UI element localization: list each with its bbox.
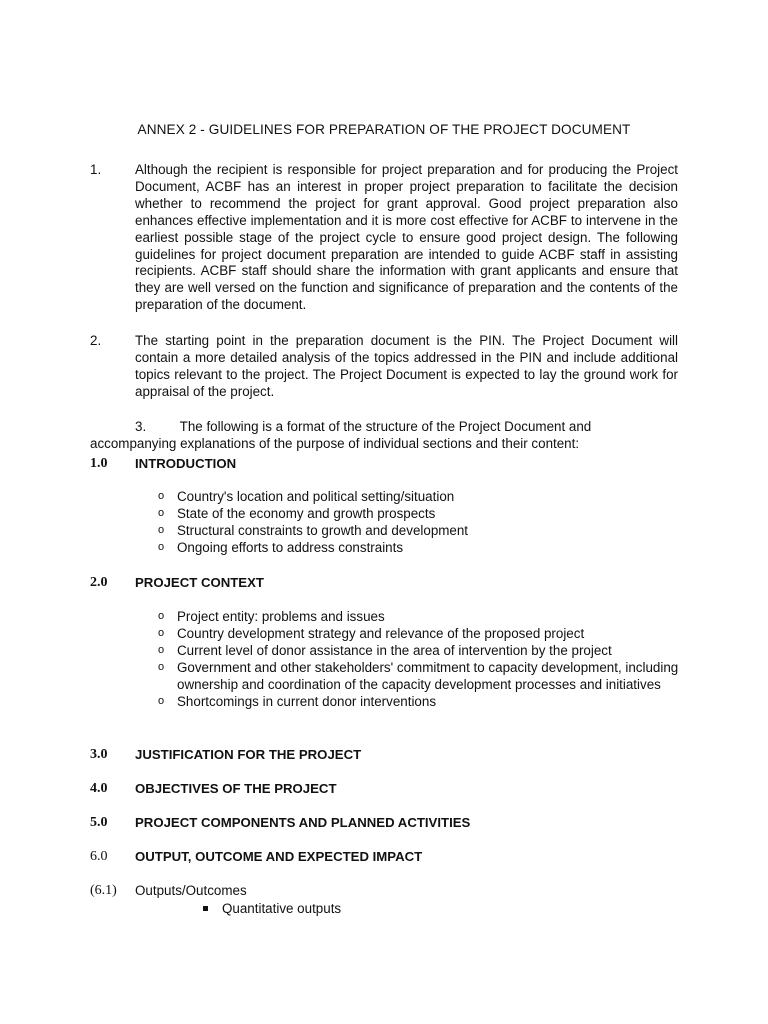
subsection-item: Quantitative outputs	[222, 901, 342, 916]
section-number: 5.0	[90, 815, 108, 830]
paragraph-number: 3.	[135, 419, 147, 434]
paragraph-2	[90, 333, 678, 401]
bullet-icon: o	[158, 490, 165, 502]
square-bullet-icon	[203, 906, 208, 911]
bullet-icon: o	[158, 695, 165, 707]
bullet-icon: o	[158, 541, 165, 553]
paragraph-text: The following is a format of the structure of the Project Document and accompanying explanations of the purpose of individual sections and their content:	[90, 419, 592, 451]
bullet-list-project-context	[157, 608, 697, 710]
section-title: PROJECT CONTEXT	[135, 575, 264, 590]
section-title: JUSTIFICATION FOR THE PROJECT	[135, 747, 362, 762]
document-title: ANNEX 2 - GUIDELINES FOR PREPARATION OF THE PROJECT DOCUMENT	[137, 122, 631, 137]
bullet-icon: o	[158, 524, 165, 536]
section-number: 4.0	[90, 781, 108, 796]
bullet-icon: o	[158, 627, 165, 639]
bullet-icon: o	[158, 661, 165, 673]
bullet-icon: o	[158, 610, 165, 622]
bullet-list-introduction	[157, 488, 697, 556]
paragraph-1	[90, 162, 678, 314]
paragraph-number: 1.	[90, 162, 102, 177]
section-title: INTRODUCTION	[135, 456, 237, 471]
bullet-icon: o	[158, 644, 165, 656]
section-title: OBJECTIVES OF THE PROJECT	[135, 781, 337, 796]
list-item: o Shortcomings in current donor interventions	[158, 694, 437, 709]
list-item: o Structural constraints to growth and development	[158, 523, 469, 538]
list-item: o State of the economy and growth prospects	[158, 506, 436, 521]
subsection-number: (6.1)	[90, 883, 117, 898]
list-item: o Government and other stakeholders' commitment to capacity development, including ownership and coordination of the capacity development processes and initiatives	[158, 660, 679, 692]
list-item: o Ongoing efforts to address constraints	[158, 540, 404, 555]
section-number: 3.0	[90, 747, 108, 762]
section-number: 2.0	[90, 575, 108, 590]
section-number: 1.0	[90, 456, 108, 471]
section-title: OUTPUT, OUTCOME AND EXPECTED IMPACT	[135, 849, 423, 864]
section-number: 6.0	[90, 849, 108, 864]
list-item: o Current level of donor assistance in the area of intervention by the project	[158, 643, 612, 658]
list-item: o Country development strategy and relevance of the proposed project	[158, 626, 585, 641]
paragraph-text: Although the recipient is responsible for project preparation and for producing the Project Document, ACBF has an interest in proper project preparation to facilitate the decision whether to recommend the project for grant approval. Good project preparation also enhances effective implementation and it is more cost effective for ACBF to intervene in the earliest possible stage of the project cycle to ensure good project design. The following guidelines for project document preparation are intended to guide ACBF staff in assisting recipients. ACBF staff should share the information with grant applicants and ensure that they are well versed on the function and significance of preparation and the contents of the preparation of the document.	[135, 162, 678, 313]
subsection-title: Outputs/Outcomes	[135, 883, 247, 898]
section-title: PROJECT COMPONENTS AND PLANNED ACTIVITIES	[135, 815, 471, 830]
list-item: o Project entity: problems and issues	[158, 609, 385, 624]
paragraph-3	[90, 419, 678, 453]
list-item: o Country's location and political setting/situation	[158, 489, 455, 504]
paragraph-number: 2.	[90, 333, 102, 348]
bullet-icon: o	[158, 507, 165, 519]
list-item	[203, 900, 341, 917]
paragraph-text: The starting point in the preparation document is the PIN. The Project Document will contain a more detailed analysis of the topics addressed in the PIN and include additional topics relevant to the project. The Project Document is expected to lay the ground work for appraisal of the project.	[135, 333, 678, 399]
